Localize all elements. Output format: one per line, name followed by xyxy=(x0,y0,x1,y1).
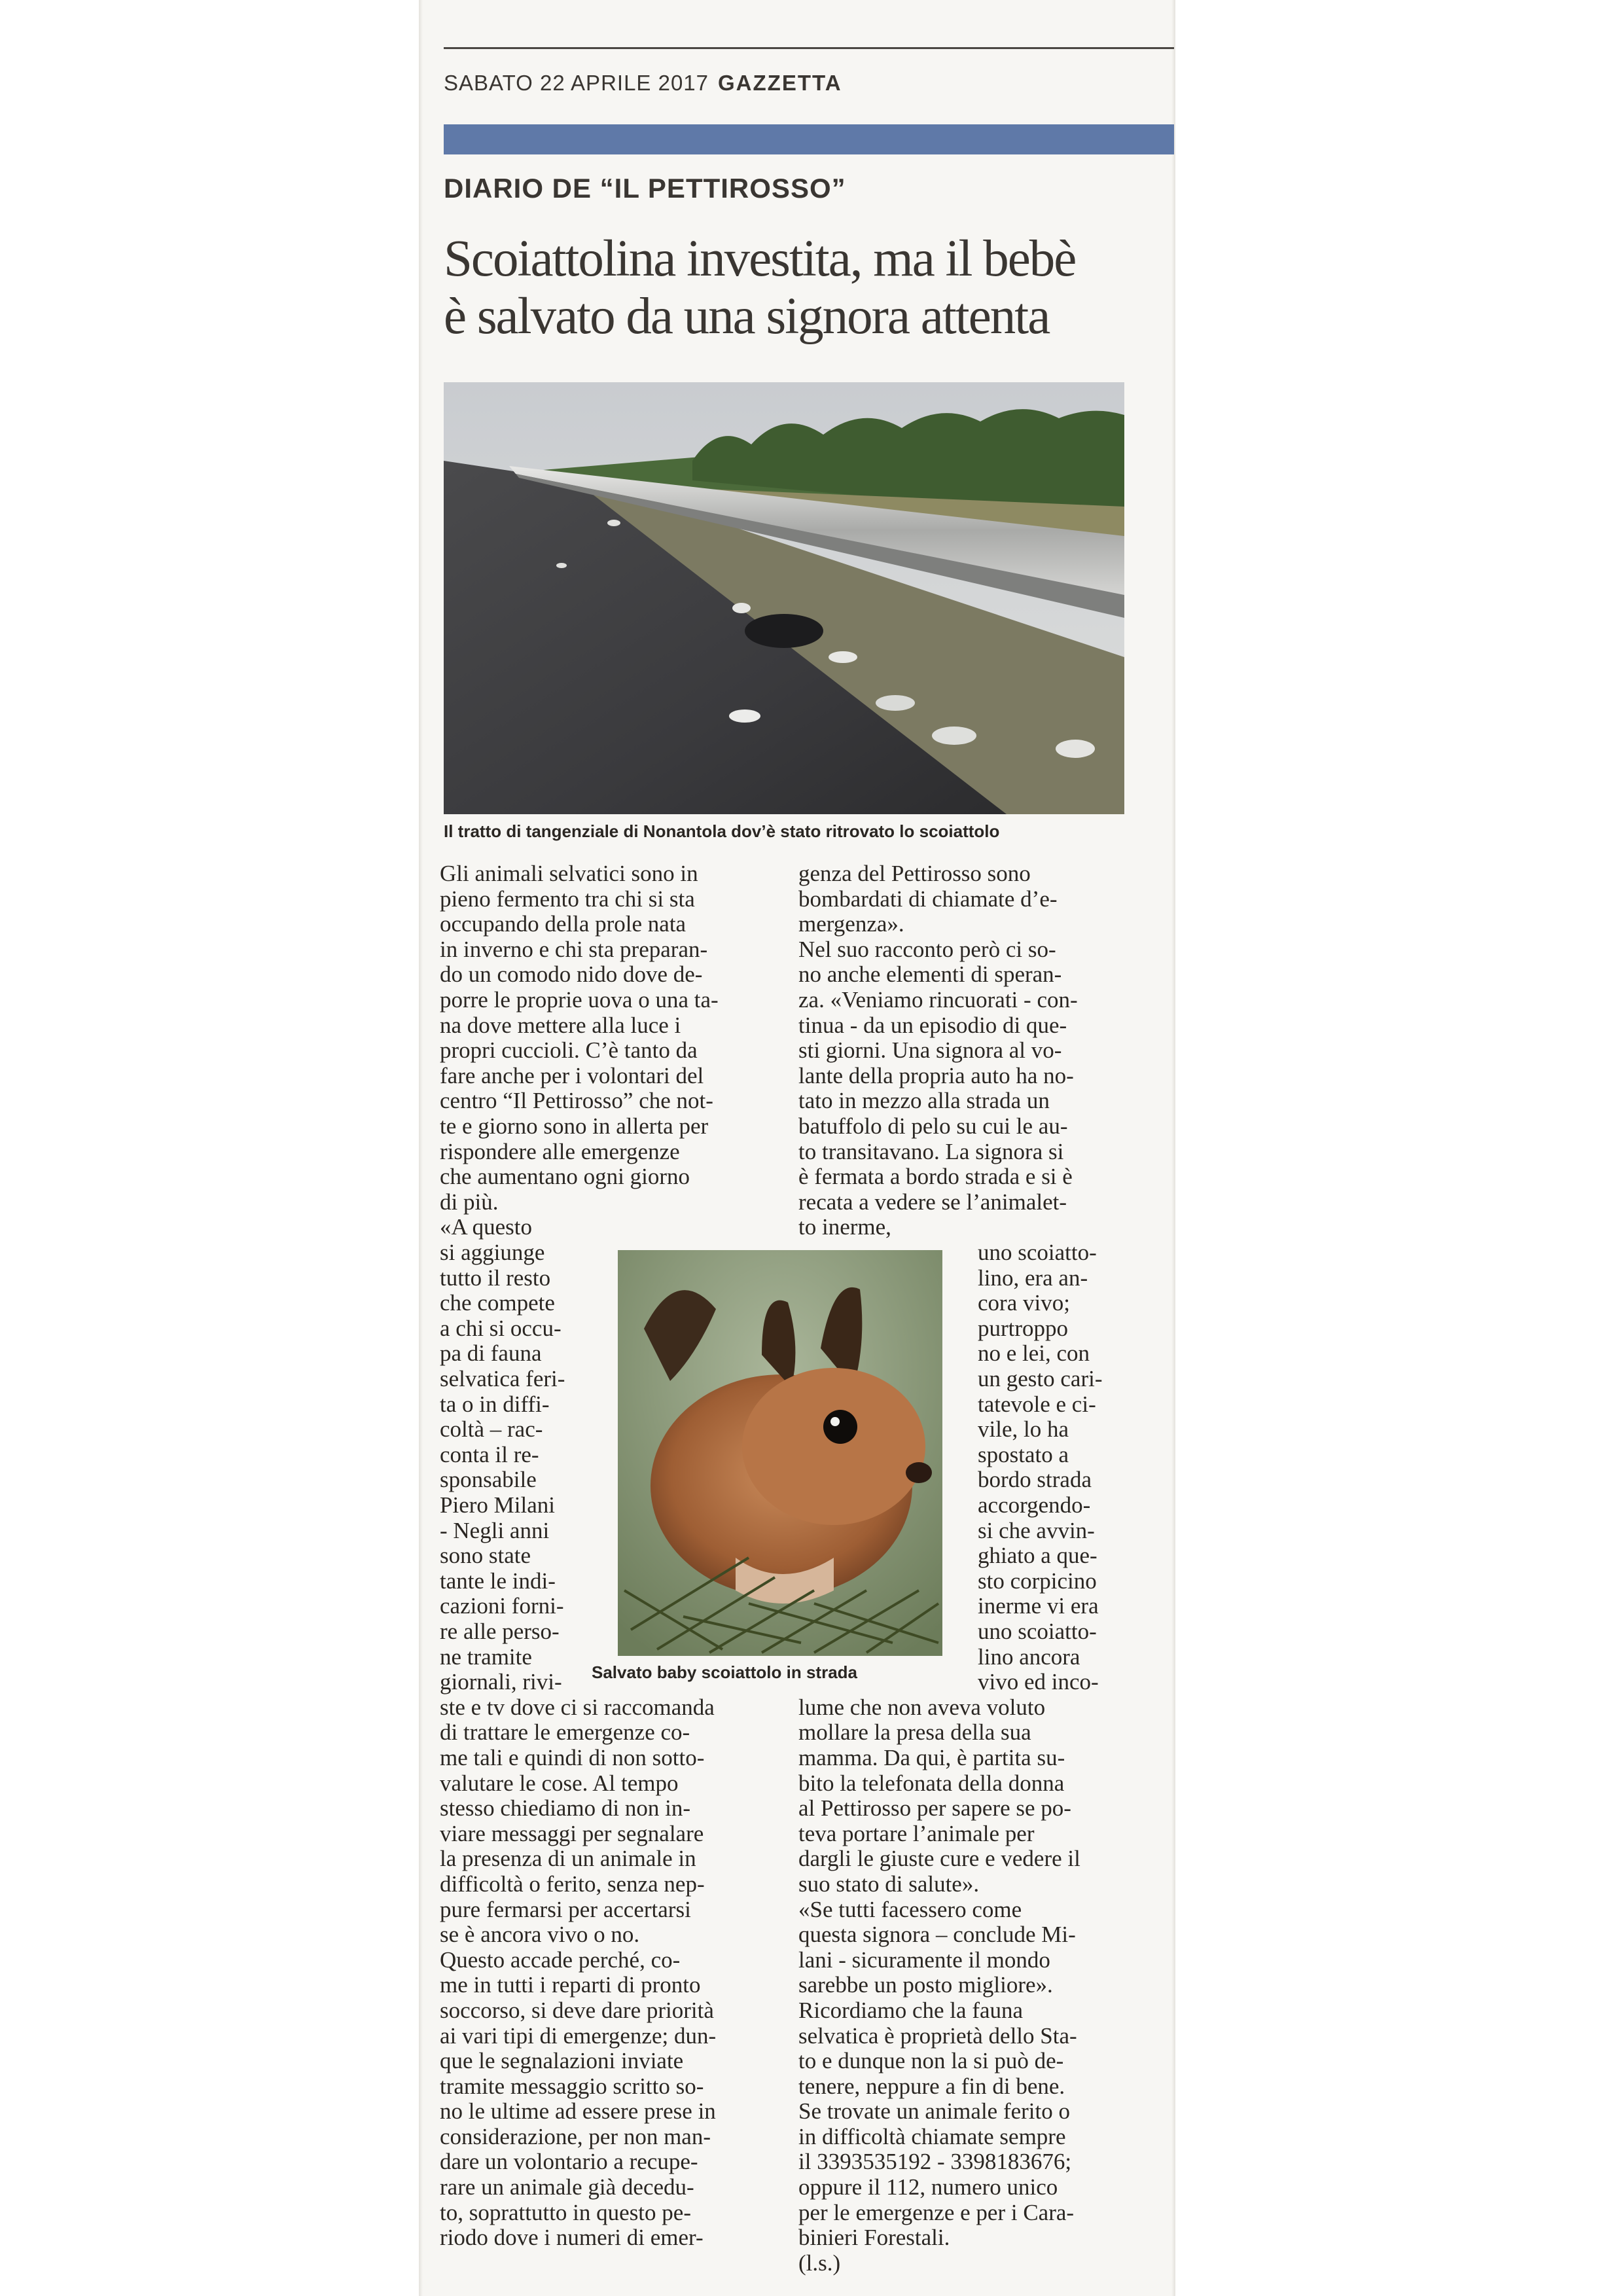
text-line: che compete xyxy=(440,1290,555,1316)
text-line: genza del Pettirosso sono xyxy=(798,861,1031,886)
text-line: recata a vedere se l’animalet- xyxy=(798,1189,1067,1215)
clipping-edge-left xyxy=(419,0,423,2296)
text-line: dargli le giuste cure e vedere il xyxy=(798,1846,1080,1872)
text-line: considerazione, per non man- xyxy=(440,2123,711,2149)
text-line: mergenza». xyxy=(798,911,904,937)
text-line: batuffolo di pelo su cui le au- xyxy=(798,1113,1068,1139)
text-line: to transitavano. La signora si xyxy=(798,1138,1064,1164)
text-line: uno scoiatto- xyxy=(978,1618,1097,1644)
squirrel-photo xyxy=(618,1250,942,1656)
text-line: tato in mezzo alla strada un xyxy=(798,1088,1050,1114)
text-line: conta il re- xyxy=(440,1441,539,1467)
text-line: Piero Milani xyxy=(440,1492,555,1518)
text-line: ste e tv dove ci si raccomanda xyxy=(440,1694,715,1720)
text-line: stesso chiediamo di non in- xyxy=(440,1795,691,1821)
text-line: sarebbe un posto migliore». xyxy=(798,1972,1053,1998)
text-line: mollare la presa della sua xyxy=(798,1719,1031,1746)
text-line: Ricordiamo che la fauna xyxy=(798,1997,1024,2023)
squirrel-photo-caption: Salvato baby scoiattolo in strada xyxy=(592,1662,857,1682)
article-column-1-top xyxy=(440,861,767,1240)
text-line: inerme vi era xyxy=(978,1593,1099,1619)
article-column-1-wrap xyxy=(440,1240,610,1695)
text-line: propri cuccioli. C’è tanto da xyxy=(440,1037,698,1064)
text-line: pieno fermento tra chi si sta xyxy=(440,886,695,912)
text-line: za. «Veniamo rincuorati - con- xyxy=(798,986,1078,1013)
section-name: GAZZETTA xyxy=(718,71,842,95)
text-line: se è ancora vivo o no. xyxy=(440,1922,640,1948)
text-line: tatevole e ci- xyxy=(978,1391,1096,1417)
text-line: si aggiunge xyxy=(440,1240,545,1265)
text-line: tutto il resto xyxy=(440,1265,551,1291)
text-line: (l.s.) xyxy=(798,2250,841,2276)
text-line: na dove mettere alla luce i xyxy=(440,1012,681,1038)
text-line: purtroppo xyxy=(978,1315,1069,1341)
clipping-edge-right xyxy=(1171,0,1175,2296)
text-line: è fermata a bordo strada e si è xyxy=(798,1164,1073,1190)
text-line: accorgendo- xyxy=(978,1492,1091,1518)
article-column-2-top xyxy=(798,861,1132,1240)
text-line: ai vari tipi di emergenze; dun- xyxy=(440,2022,717,2049)
text-line: lume che non aveva voluto xyxy=(798,1694,1046,1720)
text-line: no e lei, con xyxy=(978,1340,1090,1367)
text-line: re alle perso- xyxy=(440,1618,560,1644)
text-line: uno scoiatto- xyxy=(978,1240,1097,1265)
text-line: la presenza di un animale in xyxy=(440,1846,696,1872)
text-line: mamma. Da qui, è partita su- xyxy=(798,1744,1065,1770)
article-kicker: DIARIO DE “IL PETTIROSSO” xyxy=(444,173,846,204)
text-line: il 3393535192 - 3398183676; xyxy=(798,2149,1072,2175)
text-line: pa di fauna xyxy=(440,1340,542,1367)
text-line: bombardati di chiamate d’e- xyxy=(798,886,1058,912)
text-line: in difficoltà chiamate sempre xyxy=(798,2123,1066,2149)
text-line: do un comodo nido dove de- xyxy=(440,961,703,988)
top-rule xyxy=(444,47,1174,49)
text-line: lani - sicuramente il mondo xyxy=(798,1946,1050,1973)
text-line: che aumentano ogni giorno xyxy=(440,1164,690,1190)
road-photo xyxy=(444,382,1124,814)
text-line: difficoltà o ferito, senza nep- xyxy=(440,1871,705,1897)
text-line: me in tutti i reparti di pronto xyxy=(440,1972,701,1998)
text-line: valutare le cose. Al tempo xyxy=(440,1770,679,1796)
text-line: tenere, neppure a fin di bene. xyxy=(798,2073,1065,2099)
text-line: tramite messaggio scritto so- xyxy=(440,2073,704,2099)
text-line: un gesto cari- xyxy=(978,1365,1103,1391)
text-line: teva portare l’animale per xyxy=(798,1820,1035,1846)
text-line: in inverno e chi sta preparan- xyxy=(440,936,708,962)
section-color-bar xyxy=(444,124,1174,154)
text-line: «A questo xyxy=(440,1214,532,1240)
text-line: centro “Il Pettirosso” che not- xyxy=(440,1088,713,1114)
text-line: te e giorno sono in allerta per xyxy=(440,1113,709,1139)
text-line: tinua - da un episodio di que- xyxy=(798,1012,1067,1038)
text-line: selvatica feri- xyxy=(440,1365,565,1391)
text-line: riodo dove i numeri di emer- xyxy=(440,2225,704,2251)
text-line: sto corpicino xyxy=(978,1568,1097,1594)
text-line: - Negli anni xyxy=(440,1517,550,1543)
road-photo-caption: Il tratto di tangenziale di Nonantola dov’è stato ritrovato lo scoiattolo xyxy=(444,821,1000,841)
text-line: pure fermarsi per accertarsi xyxy=(440,1896,691,1922)
text-line: coltà – rac- xyxy=(440,1416,543,1443)
text-line: lino ancora xyxy=(978,1643,1080,1670)
text-line: no le ultime ad essere prese in xyxy=(440,2098,716,2125)
text-line: bordo strada xyxy=(978,1467,1092,1493)
text-line: vivo ed inco- xyxy=(978,1669,1099,1695)
text-line: lante della propria auto ha no- xyxy=(798,1062,1074,1088)
text-line: di più. xyxy=(440,1189,499,1215)
text-line: rare un animale già decedu- xyxy=(440,2174,694,2200)
text-line: no anche elementi di speran- xyxy=(798,961,1062,988)
text-line: per le emergenze e per i Cara- xyxy=(798,2199,1075,2225)
text-line: a chi si occu- xyxy=(440,1315,562,1341)
article-column-2-wrap xyxy=(978,1240,1135,1695)
text-line: ne tramite xyxy=(440,1643,532,1670)
text-line: que le segnalazioni inviate xyxy=(440,2048,684,2074)
text-line: to e dunque non la si può de- xyxy=(798,2048,1064,2074)
article-column-1-bottom xyxy=(440,1695,767,2251)
text-line: cazioni forni- xyxy=(440,1593,564,1619)
text-line: ta o in diffi- xyxy=(440,1391,550,1417)
dateline xyxy=(444,71,1164,96)
text-line: questa signora – conclude Mi- xyxy=(798,1922,1076,1948)
issue-date: SABATO 22 APRILE 2017 xyxy=(444,71,709,95)
text-line: fare anche per i volontari del xyxy=(440,1062,704,1088)
headline-line-2: è salvato da una signora attenta xyxy=(444,288,1050,345)
text-line: to inerme, xyxy=(798,1214,891,1240)
text-line: porre le proprie uova o una ta- xyxy=(440,986,719,1013)
text-line: di trattare le emergenze co- xyxy=(440,1719,690,1746)
text-line: suo stato di salute». xyxy=(798,1871,980,1897)
text-line: spostato a xyxy=(978,1441,1069,1467)
text-line: Questo accade perché, co- xyxy=(440,1946,681,1973)
text-line: vile, lo ha xyxy=(978,1416,1069,1443)
text-line: rispondere alle emergenze xyxy=(440,1138,680,1164)
text-line: sono state xyxy=(440,1543,531,1569)
text-line: soccorso, si deve dare priorità xyxy=(440,1997,714,2023)
text-line: ghiato a que- xyxy=(978,1543,1097,1569)
text-line: si che avvin- xyxy=(978,1517,1095,1543)
text-line: Se trovate un animale ferito o xyxy=(798,2098,1070,2125)
text-line: cora vivo; xyxy=(978,1290,1070,1316)
text-line: to, soprattutto in questo pe- xyxy=(440,2199,691,2225)
text-line: Nel suo racconto però ci so- xyxy=(798,936,1056,962)
text-line: Gli animali selvatici sono in xyxy=(440,861,698,886)
text-line: binieri Forestali. xyxy=(798,2225,950,2251)
article-column-2-bottom xyxy=(798,1695,1132,2276)
text-line: occupando della prole nata xyxy=(440,911,687,937)
text-line: selvatica è proprietà dello Sta- xyxy=(798,2022,1077,2049)
text-line: oppure il 112, numero unico xyxy=(798,2174,1058,2200)
text-line: sponsabile xyxy=(440,1467,537,1493)
text-line: lino, era an- xyxy=(978,1265,1088,1291)
article-headline xyxy=(444,230,1171,346)
text-line: me tali e quindi di non sotto- xyxy=(440,1744,705,1770)
text-line: al Pettirosso per sapere se po- xyxy=(798,1795,1071,1821)
text-line: viare messaggi per segnalare xyxy=(440,1820,704,1846)
text-line: giornali, rivi- xyxy=(440,1669,562,1695)
text-line: sti giorni. Una signora al vo- xyxy=(798,1037,1062,1064)
text-line: dare un volontario a recupe- xyxy=(440,2149,698,2175)
headline-line-1: Scoiattolina investita, ma il bebè xyxy=(444,230,1076,287)
text-line: tante le indi- xyxy=(440,1568,556,1594)
text-line: bito la telefonata della donna xyxy=(798,1770,1065,1796)
text-line: «Se tutti facessero come xyxy=(798,1896,1022,1922)
